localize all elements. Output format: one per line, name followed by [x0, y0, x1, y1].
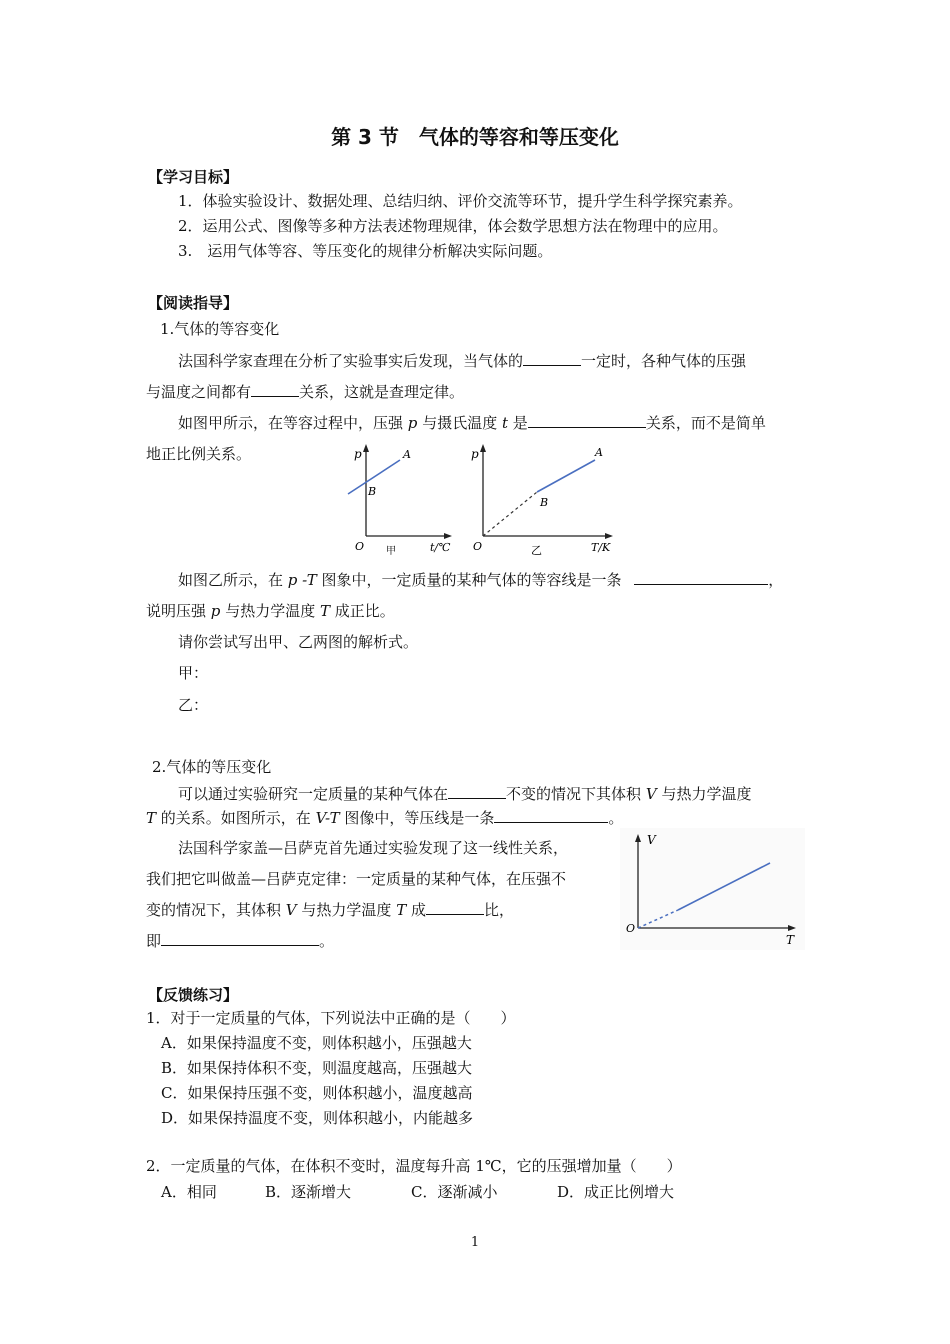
- text: 成: [411, 901, 427, 919]
- var-VT: V-T: [315, 809, 340, 827]
- dashed-extrapolation: [483, 492, 537, 536]
- s2-paragraph-line-2: [146, 807, 623, 829]
- reading-heading: 【阅读指导】: [148, 294, 239, 312]
- q1-option-a[interactable]: A．如果保持温度不变，则体积越小，压强越大: [161, 1034, 472, 1052]
- figure-vt: [620, 828, 805, 950]
- fill-blank[interactable]: [426, 899, 484, 915]
- q2-option-b[interactable]: B．逐渐增大: [265, 1183, 352, 1201]
- q2-stem: 2．一定质量的气体，在体积不变时，温度每升高 1℃，它的压强增加量（ ）: [146, 1157, 682, 1175]
- y-axis-arrow: [480, 444, 486, 452]
- text: 比，: [484, 901, 515, 919]
- y-label: p: [471, 447, 479, 461]
- y-axis-arrow: [363, 444, 369, 452]
- q1-option-c[interactable]: C．如果保持压强不变，则体积越小，温度越高: [161, 1084, 473, 1102]
- text: 是: [512, 414, 528, 432]
- var-T: T: [146, 809, 157, 827]
- goal-item-1: 1．体验实验设计、数据处理、总结归纳、评价交流等环节，提升学生科学探究素养。: [178, 192, 743, 210]
- point-a: A: [595, 446, 603, 459]
- x-label: t/℃: [430, 541, 451, 554]
- text: 即: [146, 932, 162, 950]
- s1-paragraph-line-7: 请你尝试写出甲、乙两图的解析式。: [178, 633, 419, 651]
- goal-item-3: 3. 运用气体等容、等压变化的规律分析解决实际问题。: [178, 242, 553, 260]
- s1-paragraph-line-1: [178, 350, 746, 372]
- var-p: p: [210, 602, 221, 620]
- s2-paragraph-line-3: 法国科学家盖—吕萨克首先通过实验发现了这一线性关系，: [178, 839, 569, 857]
- fill-blank[interactable]: [494, 807, 608, 823]
- isochoric-line: [537, 460, 595, 492]
- text: 法国科学家查理在分析了实验事实后发现，当气体的: [178, 352, 524, 370]
- text: 关系，这就是查理定律。: [299, 383, 465, 401]
- x-axis-arrow: [605, 533, 613, 539]
- q1-option-b[interactable]: B．如果保持体积不变，则温度越高，压强越大: [161, 1059, 473, 1077]
- fill-blank[interactable]: [523, 350, 581, 366]
- q2-option-d[interactable]: D．成正比例增大: [557, 1183, 675, 1201]
- text: 如图乙所示，在: [178, 571, 284, 589]
- s2-paragraph-line-1: [178, 783, 751, 805]
- y-label: p: [354, 447, 362, 461]
- q1-stem: 1．对于一定质量的气体，下列说法中正确的是（ ）: [146, 1009, 516, 1027]
- point-b: B: [368, 485, 377, 498]
- text: 与热力学温度: [301, 901, 392, 919]
- fill-blank[interactable]: [251, 381, 299, 397]
- q2-option-a[interactable]: A．相同: [161, 1183, 217, 1201]
- origin: O: [355, 540, 365, 553]
- goals-heading: 【学习目标】: [148, 168, 239, 186]
- text: 与温度之间都有: [146, 383, 252, 401]
- figure-jia: [340, 440, 465, 560]
- s1-paragraph-line-6: [146, 600, 395, 622]
- var-p: p: [407, 414, 418, 432]
- text: 一定时，各种气体的压强: [581, 352, 747, 370]
- text: 的关系。如图所示，在: [160, 809, 311, 827]
- text: 如图甲所示，在等容过程中，压强: [178, 414, 404, 432]
- section-1-title: 1.气体的等容变化: [160, 320, 280, 338]
- caption: 甲: [386, 546, 396, 557]
- var-T: T: [319, 602, 330, 620]
- text: 不变的情况下其体积: [506, 785, 642, 803]
- text: 与热力学温度: [225, 602, 316, 620]
- text: 图象中，一定质量的某种气体的等容线是一条: [321, 571, 622, 589]
- x-axis-arrow: [444, 533, 452, 539]
- text: 。: [319, 932, 335, 950]
- text: 图像中，等压线是一条: [344, 809, 495, 827]
- y-label: V: [647, 833, 656, 847]
- page-title: 第 3 节 气体的等容和等压变化: [331, 125, 619, 149]
- caption: 乙: [531, 544, 542, 557]
- q1-option-d[interactable]: D．如果保持温度不变，则体积越小，内能越多: [161, 1109, 474, 1127]
- goal-item-2: 2．运用公式、图像等多种方法表述物理规律，体会数学思想方法在物理中的应用。: [178, 217, 728, 235]
- text: 变的情况下，其体积: [146, 901, 282, 919]
- answer-yi: 乙：: [178, 696, 209, 714]
- text: 说明压强: [146, 602, 207, 620]
- s1-paragraph-line-3: [178, 412, 766, 434]
- fill-blank[interactable]: [528, 412, 646, 428]
- point-b: B: [540, 496, 549, 509]
- s1-paragraph-line-4: 地正比例关系。: [146, 445, 252, 463]
- s2-paragraph-line-6: [146, 930, 334, 952]
- var-V: V: [285, 901, 297, 919]
- point-a: A: [403, 448, 411, 461]
- text: 成正比。: [334, 602, 395, 620]
- text: 。: [608, 809, 624, 827]
- var-V: V: [645, 785, 657, 803]
- text: 可以通过实验研究一定质量的某种气体在: [178, 785, 449, 803]
- q2-option-c[interactable]: C．逐渐减小: [411, 1183, 498, 1201]
- origin: O: [473, 540, 483, 553]
- text: 关系，而不是简单: [645, 414, 766, 432]
- fill-blank[interactable]: [634, 569, 768, 585]
- x-label: T/K: [591, 541, 611, 554]
- section-2-title: 2.气体的等压变化: [152, 758, 272, 776]
- fill-blank[interactable]: [161, 930, 319, 946]
- practice-heading: 【反馈练习】: [148, 986, 239, 1004]
- s1-paragraph-line-5: [178, 569, 783, 591]
- var-t: t: [501, 414, 509, 432]
- s2-paragraph-line-4: 我们把它叫做盖—吕萨克定律：一定质量的某种气体，在压强不: [146, 870, 567, 888]
- figure-yi: [465, 440, 630, 560]
- var-pT: p -T: [287, 571, 317, 589]
- fill-blank[interactable]: [448, 783, 506, 799]
- text: ，: [768, 571, 784, 589]
- text: 与摄氏温度: [422, 414, 498, 432]
- var-T: T: [396, 901, 407, 919]
- page-number: 1: [470, 1235, 480, 1250]
- answer-jia: 甲：: [178, 664, 209, 682]
- x-label: T: [786, 933, 795, 947]
- s2-paragraph-line-5: [146, 899, 514, 921]
- s1-paragraph-line-2: [146, 381, 464, 403]
- origin: O: [626, 922, 636, 935]
- text: 与热力学温度: [661, 785, 752, 803]
